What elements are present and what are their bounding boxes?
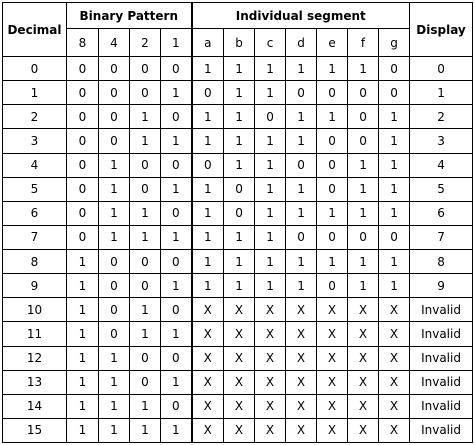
bit-cell: 0 xyxy=(161,201,192,225)
segment-cell: 0 xyxy=(348,225,379,249)
display-cell: 1 xyxy=(410,81,473,105)
segment-cell: 1 xyxy=(255,250,286,274)
segment-cell: X xyxy=(255,370,286,394)
segment-cell: 1 xyxy=(192,177,224,201)
segment-cell: X xyxy=(286,346,317,370)
bit-cell: 1 xyxy=(161,177,192,201)
bit-cell: 0 xyxy=(130,346,161,370)
bit-cell: 0 xyxy=(67,201,99,225)
table-row xyxy=(3,418,473,442)
segment-cell: 1 xyxy=(348,201,379,225)
segment-cell: X xyxy=(379,370,410,394)
segment-cell: X xyxy=(224,322,255,346)
seven-segment-truth-table xyxy=(2,2,473,443)
segment-cell: 0 xyxy=(192,81,224,105)
segment-header-g: g xyxy=(379,29,410,57)
bit-cell: 1 xyxy=(161,129,192,153)
segment-cell: 1 xyxy=(348,153,379,177)
bit-cell: 0 xyxy=(130,177,161,201)
segment-cell: X xyxy=(224,394,255,418)
bit-cell: 0 xyxy=(99,81,130,105)
table-row xyxy=(3,81,473,105)
table-row xyxy=(3,177,473,201)
segment-cell: X xyxy=(379,394,410,418)
segment-cell: 1 xyxy=(286,129,317,153)
decimal-cell: 5 xyxy=(3,177,67,201)
bit-cell: 0 xyxy=(67,81,99,105)
segment-cell: 1 xyxy=(286,274,317,298)
decimal-cell: 15 xyxy=(3,418,67,442)
bit-cell: 1 xyxy=(99,346,130,370)
table-row xyxy=(3,153,473,177)
segment-cell: 1 xyxy=(286,177,317,201)
bit-cell: 1 xyxy=(130,225,161,249)
bit-cell: 0 xyxy=(67,129,99,153)
segment-cell: 1 xyxy=(379,129,410,153)
segment-cell: 1 xyxy=(224,57,255,81)
display-cell: Invalid xyxy=(410,394,473,418)
segment-cell: 1 xyxy=(224,105,255,129)
segment-cell: 0 xyxy=(286,81,317,105)
bit-cell: 1 xyxy=(99,394,130,418)
segment-cell: 0 xyxy=(348,105,379,129)
decimal-cell: 14 xyxy=(3,394,67,418)
bit-cell: 0 xyxy=(67,57,99,81)
segment-cell: 1 xyxy=(192,57,224,81)
bit-cell: 1 xyxy=(130,129,161,153)
segment-cell: X xyxy=(255,394,286,418)
segment-cell: X xyxy=(348,346,379,370)
bit-cell: 1 xyxy=(161,81,192,105)
decimal-cell: 13 xyxy=(3,370,67,394)
segment-cell: X xyxy=(379,322,410,346)
segment-cell: 1 xyxy=(255,129,286,153)
segment-cell: 0 xyxy=(286,225,317,249)
bit-cell: 1 xyxy=(99,201,130,225)
decimal-cell: 3 xyxy=(3,129,67,153)
table-row xyxy=(3,298,473,322)
segment-cell: 1 xyxy=(317,201,348,225)
display-cell: 5 xyxy=(410,177,473,201)
segment-cell: X xyxy=(192,394,224,418)
segment-cell: X xyxy=(348,394,379,418)
segment-cell: X xyxy=(255,346,286,370)
individual-segment-header: Individual segment xyxy=(192,3,410,29)
bit-cell: 1 xyxy=(130,322,161,346)
decimal-cell: 1 xyxy=(3,81,67,105)
bit-cell: 1 xyxy=(67,418,99,442)
display-cell: 6 xyxy=(410,201,473,225)
bit-cell: 0 xyxy=(161,394,192,418)
segment-cell: X xyxy=(379,418,410,442)
bit-cell: 0 xyxy=(161,250,192,274)
segment-cell: 1 xyxy=(379,153,410,177)
decimal-cell: 4 xyxy=(3,153,67,177)
segment-cell: X xyxy=(192,370,224,394)
display-cell: Invalid xyxy=(410,298,473,322)
segment-header-f: f xyxy=(348,29,379,57)
segment-cell: 0 xyxy=(224,201,255,225)
bit-header-4: 4 xyxy=(99,29,130,57)
bit-cell: 0 xyxy=(99,322,130,346)
table-row xyxy=(3,370,473,394)
bit-cell: 1 xyxy=(67,394,99,418)
segment-header-d: d xyxy=(286,29,317,57)
segment-cell: 1 xyxy=(286,250,317,274)
segment-cell: 1 xyxy=(255,57,286,81)
segment-cell: 1 xyxy=(286,201,317,225)
segment-cell: 1 xyxy=(317,105,348,129)
segment-cell: X xyxy=(255,298,286,322)
segment-cell: 1 xyxy=(317,250,348,274)
segment-cell: 1 xyxy=(379,105,410,129)
decimal-cell: 6 xyxy=(3,201,67,225)
segment-cell: 1 xyxy=(224,129,255,153)
segment-cell: X xyxy=(317,322,348,346)
table-row xyxy=(3,274,473,298)
display-cell: 3 xyxy=(410,129,473,153)
bit-cell: 0 xyxy=(130,57,161,81)
decimal-cell: 2 xyxy=(3,105,67,129)
segment-cell: 0 xyxy=(379,57,410,81)
segment-cell: 0 xyxy=(379,225,410,249)
segment-cell: 1 xyxy=(224,274,255,298)
display-cell: Invalid xyxy=(410,370,473,394)
bit-cell: 0 xyxy=(130,81,161,105)
bit-cell: 0 xyxy=(67,177,99,201)
table-row xyxy=(3,322,473,346)
segment-cell: X xyxy=(224,418,255,442)
segment-cell: 1 xyxy=(379,201,410,225)
segment-cell: 1 xyxy=(224,225,255,249)
bit-cell: 1 xyxy=(67,274,99,298)
display-header: Display xyxy=(410,3,473,57)
segment-cell: 0 xyxy=(286,153,317,177)
segment-cell: 1 xyxy=(286,105,317,129)
display-cell: Invalid xyxy=(410,418,473,442)
segment-cell: 1 xyxy=(192,250,224,274)
segment-cell: 1 xyxy=(192,201,224,225)
segment-cell: X xyxy=(224,298,255,322)
segment-cell: X xyxy=(255,322,286,346)
table-row xyxy=(3,105,473,129)
segment-cell: 1 xyxy=(192,129,224,153)
bit-cell: 0 xyxy=(161,346,192,370)
display-cell: Invalid xyxy=(410,322,473,346)
decimal-cell: 11 xyxy=(3,322,67,346)
segment-cell: 1 xyxy=(192,225,224,249)
segment-cell: X xyxy=(348,418,379,442)
bit-cell: 0 xyxy=(161,298,192,322)
segment-cell: X xyxy=(255,418,286,442)
segment-cell: X xyxy=(286,322,317,346)
segment-cell: 1 xyxy=(379,274,410,298)
bit-cell: 0 xyxy=(161,105,192,129)
table-row xyxy=(3,394,473,418)
bit-cell: 1 xyxy=(67,322,99,346)
bit-cell: 0 xyxy=(130,153,161,177)
segment-cell: X xyxy=(192,322,224,346)
bit-header-1: 1 xyxy=(161,29,192,57)
bit-cell: 1 xyxy=(99,370,130,394)
segment-cell: 1 xyxy=(255,274,286,298)
decimal-cell: 7 xyxy=(3,225,67,249)
bit-cell: 1 xyxy=(67,346,99,370)
segment-cell: 0 xyxy=(348,129,379,153)
segment-cell: X xyxy=(286,298,317,322)
segment-cell: 1 xyxy=(224,153,255,177)
decimal-cell: 8 xyxy=(3,250,67,274)
segment-cell: 1 xyxy=(192,105,224,129)
segment-cell: X xyxy=(317,370,348,394)
bit-cell: 1 xyxy=(99,225,130,249)
bit-cell: 1 xyxy=(99,177,130,201)
segment-cell: X xyxy=(317,418,348,442)
bit-cell: 0 xyxy=(67,105,99,129)
segment-cell: 0 xyxy=(317,274,348,298)
segment-cell: X xyxy=(192,346,224,370)
bit-cell: 0 xyxy=(99,274,130,298)
bit-cell: 0 xyxy=(67,225,99,249)
bit-cell: 0 xyxy=(99,129,130,153)
segment-cell: 1 xyxy=(255,201,286,225)
table-row xyxy=(3,225,473,249)
bit-cell: 1 xyxy=(99,153,130,177)
bit-cell: 1 xyxy=(67,298,99,322)
segment-cell: 0 xyxy=(317,153,348,177)
segment-cell: X xyxy=(348,322,379,346)
segment-cell: 0 xyxy=(379,81,410,105)
table-body xyxy=(3,57,473,443)
segment-cell: 1 xyxy=(255,81,286,105)
segment-cell: 1 xyxy=(192,274,224,298)
bit-cell: 0 xyxy=(99,57,130,81)
segment-cell: X xyxy=(348,370,379,394)
display-cell: 8 xyxy=(410,250,473,274)
segment-cell: 0 xyxy=(348,81,379,105)
segment-cell: 0 xyxy=(255,105,286,129)
display-cell: 9 xyxy=(410,274,473,298)
bit-cell: 1 xyxy=(67,250,99,274)
bit-cell: 0 xyxy=(99,250,130,274)
decimal-cell: 10 xyxy=(3,298,67,322)
decimal-cell: 12 xyxy=(3,346,67,370)
segment-cell: X xyxy=(317,346,348,370)
display-cell: 0 xyxy=(410,57,473,81)
bit-cell: 1 xyxy=(130,105,161,129)
segment-cell: 0 xyxy=(317,81,348,105)
header-row-columns xyxy=(3,29,473,57)
header-row-groups xyxy=(3,3,473,29)
segment-cell: 1 xyxy=(348,177,379,201)
segment-header-a: a xyxy=(192,29,224,57)
segment-cell: 0 xyxy=(317,225,348,249)
table-row xyxy=(3,250,473,274)
segment-cell: 1 xyxy=(224,250,255,274)
bit-cell: 1 xyxy=(161,225,192,249)
bit-cell: 0 xyxy=(99,298,130,322)
segment-cell: X xyxy=(317,394,348,418)
segment-cell: X xyxy=(224,346,255,370)
segment-cell: X xyxy=(286,370,317,394)
bit-cell: 0 xyxy=(130,370,161,394)
segment-cell: 0 xyxy=(192,153,224,177)
segment-cell: 0 xyxy=(317,177,348,201)
segment-cell: X xyxy=(224,370,255,394)
bit-cell: 1 xyxy=(161,274,192,298)
display-cell: 2 xyxy=(410,105,473,129)
segment-cell: X xyxy=(348,298,379,322)
bit-header-8: 8 xyxy=(67,29,99,57)
display-cell: Invalid xyxy=(410,346,473,370)
bit-cell: 1 xyxy=(67,370,99,394)
segment-header-e: e xyxy=(317,29,348,57)
segment-cell: X xyxy=(286,394,317,418)
bit-cell: 1 xyxy=(99,418,130,442)
table-row xyxy=(3,129,473,153)
bit-cell: 0 xyxy=(161,57,192,81)
segment-cell: 1 xyxy=(348,57,379,81)
segment-cell: X xyxy=(286,418,317,442)
segment-cell: 1 xyxy=(379,250,410,274)
decimal-header: Decimal xyxy=(3,3,67,57)
segment-cell: 1 xyxy=(348,274,379,298)
segment-cell: 1 xyxy=(255,153,286,177)
segment-header-c: c xyxy=(255,29,286,57)
display-cell: 4 xyxy=(410,153,473,177)
segment-cell: 1 xyxy=(348,250,379,274)
segment-cell: X xyxy=(379,298,410,322)
segment-cell: 1 xyxy=(317,57,348,81)
segment-cell: X xyxy=(379,346,410,370)
binary-pattern-header: Binary Pattern xyxy=(67,3,192,29)
bit-header-2: 2 xyxy=(130,29,161,57)
decimal-cell: 9 xyxy=(3,274,67,298)
segment-cell: 1 xyxy=(379,177,410,201)
segment-cell: 1 xyxy=(255,225,286,249)
table-row xyxy=(3,346,473,370)
segment-cell: X xyxy=(317,298,348,322)
segment-cell: 1 xyxy=(224,81,255,105)
segment-cell: 1 xyxy=(255,177,286,201)
bit-cell: 1 xyxy=(130,298,161,322)
segment-cell: X xyxy=(192,418,224,442)
segment-header-b: b xyxy=(224,29,255,57)
segment-cell: 0 xyxy=(317,129,348,153)
bit-cell: 0 xyxy=(130,274,161,298)
table-row xyxy=(3,57,473,81)
bit-cell: 1 xyxy=(130,201,161,225)
segment-cell: 1 xyxy=(286,57,317,81)
table-row xyxy=(3,201,473,225)
bit-cell: 0 xyxy=(99,105,130,129)
bit-cell: 1 xyxy=(161,370,192,394)
bit-cell: 0 xyxy=(161,153,192,177)
bit-cell: 1 xyxy=(130,418,161,442)
segment-cell: X xyxy=(192,298,224,322)
bit-cell: 1 xyxy=(161,418,192,442)
bit-cell: 0 xyxy=(130,250,161,274)
bit-cell: 0 xyxy=(67,153,99,177)
bit-cell: 1 xyxy=(161,322,192,346)
bit-cell: 1 xyxy=(130,394,161,418)
segment-cell: 0 xyxy=(224,177,255,201)
decimal-cell: 0 xyxy=(3,57,67,81)
display-cell: 7 xyxy=(410,225,473,249)
